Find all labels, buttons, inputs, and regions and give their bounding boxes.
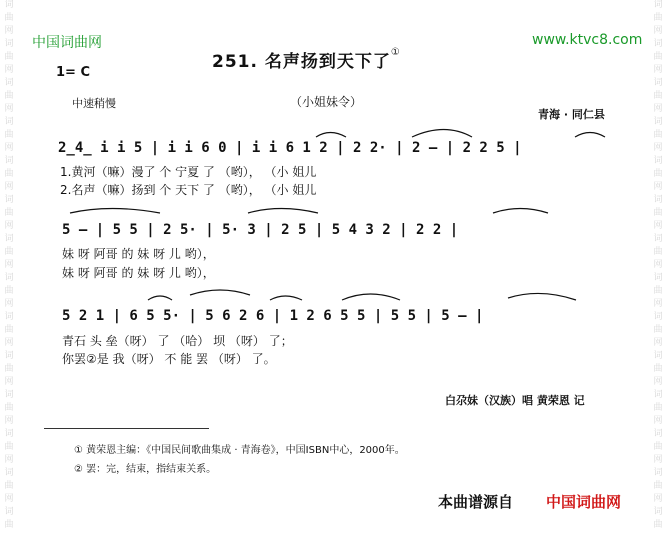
watermark-char: 曲 <box>4 325 14 335</box>
slur <box>508 293 576 300</box>
watermark-char: 网 <box>4 143 14 153</box>
watermark-char: 词 <box>653 468 663 478</box>
watermark-char: 曲 <box>4 208 14 218</box>
watermark-char: 网 <box>4 65 14 75</box>
watermark-char: 网 <box>4 299 14 309</box>
slur <box>148 296 172 300</box>
slur <box>316 133 346 138</box>
score-line-1-lyrics-verse-2: 2.名声（嘛）扬到 个 天下 了 （哟）， （小 姐儿 <box>60 183 317 197</box>
watermark-char: 词 <box>653 312 663 322</box>
performer-credit: 白尕妹（汉族）唱 黄荣恩 记 <box>445 394 585 407</box>
slur <box>70 209 160 214</box>
footnote-divider <box>44 428 209 429</box>
watermark-char: 曲 <box>4 520 14 530</box>
watermark-char: 曲 <box>653 286 663 296</box>
watermark-char: 网 <box>653 104 663 114</box>
slur <box>190 290 250 295</box>
watermark-char: 词 <box>4 390 14 400</box>
watermark-char: 网 <box>653 377 663 387</box>
watermark-char: 网 <box>4 494 14 504</box>
watermark-char: 网 <box>653 299 663 309</box>
watermark-char: 词 <box>4 117 14 127</box>
score-line-1-lyrics-verse-1: 1.黄河（嘛）漫了 个 宁夏 了 （哟）， （小 姐儿 <box>60 165 317 179</box>
watermark-char: 网 <box>4 104 14 114</box>
watermark-char: 曲 <box>4 247 14 257</box>
watermark-char: 网 <box>653 338 663 348</box>
watermark-char: 词 <box>4 195 14 205</box>
slur <box>575 133 605 138</box>
score-line-3-notes: 5 2 1 | 6 5 5· | 5 6 2 6 | 1 2 6 5 5 | 5 5 | 5 — | <box>62 308 484 324</box>
watermark-char: 网 <box>653 416 663 426</box>
score-line-3-lyrics-verse-1: 青石 头 垒（呀） 了 （哈） 坝 （呀） 了； <box>62 334 293 348</box>
watermark-char: 词 <box>4 78 14 88</box>
watermark-char: 网 <box>653 494 663 504</box>
site-url-right[interactable]: www.ktvc8.com <box>532 32 643 48</box>
score-line-2-notes: 5 — | 5 5 | 2 5· | 5· 3 | 2 5 | 5 4 3 2 | 2 2 | <box>62 222 459 238</box>
watermark-char: 词 <box>653 507 663 517</box>
watermark-char: 网 <box>4 26 14 36</box>
watermark-char: 曲 <box>4 403 14 413</box>
watermark-char: 曲 <box>653 91 663 101</box>
watermark-char: 网 <box>4 338 14 348</box>
watermark-char: 词 <box>4 351 14 361</box>
site-name-left[interactable]: 中国词曲网 <box>32 35 102 51</box>
watermark-char: 曲 <box>4 364 14 374</box>
watermark-char: 网 <box>653 455 663 465</box>
watermark-char: 网 <box>653 26 663 36</box>
watermark-char: 词 <box>4 312 14 322</box>
watermark-char: 词 <box>653 390 663 400</box>
slur <box>342 294 400 300</box>
watermark-char: 曲 <box>653 52 663 62</box>
footnote-1: ① 黄荣恩主编：《中国民间歌曲集成 · 青海卷》，中国ISBN中心，2000年。 <box>74 445 405 456</box>
watermark-char: 曲 <box>653 403 663 413</box>
song-region: 青海 · 同仁县 <box>538 108 605 121</box>
watermark-char: 网 <box>653 65 663 75</box>
watermark-char: 曲 <box>653 208 663 218</box>
watermark-char: 曲 <box>4 442 14 452</box>
watermark-char: 词 <box>653 429 663 439</box>
watermark-char: 网 <box>4 416 14 426</box>
score-line-2-lyrics-verse-1: 妹 呀 阿哥 的 妹 呀 儿 哟）， <box>62 247 215 261</box>
watermark-char: 词 <box>653 234 663 244</box>
watermark-char: 曲 <box>653 13 663 23</box>
watermark-char: 曲 <box>653 442 663 452</box>
watermark-char: 词 <box>653 0 663 10</box>
watermark-char: 网 <box>4 260 14 270</box>
song-title-text: 251. 名声扬到天下了 <box>212 52 391 72</box>
watermark-char: 词 <box>653 39 663 49</box>
watermark-char: 曲 <box>653 130 663 140</box>
watermark-char: 曲 <box>653 481 663 491</box>
source-site-link[interactable]: 中国词曲网 <box>546 493 622 511</box>
key-signature: 1= C <box>56 65 91 80</box>
watermark-char: 词 <box>653 156 663 166</box>
watermark-char: 曲 <box>653 520 663 530</box>
watermark-char: 网 <box>653 221 663 231</box>
watermark-char: 词 <box>4 234 14 244</box>
score-line-1-notes: 2̲4̲ i i 5 | i i 6 0 | i i 6 1 2 | 2 2· | 2 — | 2 2 5 | <box>58 140 522 156</box>
watermark-char: 词 <box>4 39 14 49</box>
watermark-char: 网 <box>653 143 663 153</box>
watermark-char: 词 <box>4 429 14 439</box>
tempo-marking: 中速稍慢 <box>72 97 116 110</box>
watermark-char: 曲 <box>4 13 14 23</box>
watermark-char: 曲 <box>4 481 14 491</box>
watermark-char: 词 <box>4 507 14 517</box>
watermark-char: 词 <box>653 117 663 127</box>
watermark-char: 词 <box>653 351 663 361</box>
watermark-char: 曲 <box>4 91 14 101</box>
watermark-char: 词 <box>4 0 14 10</box>
slur <box>248 209 318 214</box>
watermark-char: 词 <box>653 273 663 283</box>
watermark-char: 词 <box>4 468 14 478</box>
watermark-char: 词 <box>653 78 663 88</box>
footnote-2: ② 罢：完，结束，指结束关系。 <box>74 464 217 475</box>
watermark-char: 曲 <box>653 364 663 374</box>
score-line-2-lyrics-verse-2: 妹 呀 阿哥 的 妹 呀 儿 哟）， <box>62 266 215 280</box>
song-subtitle: （小姐妹令） <box>290 95 363 109</box>
source-label: 本曲谱源自 <box>438 493 514 511</box>
watermark-char: 曲 <box>653 247 663 257</box>
watermark-char: 曲 <box>653 325 663 335</box>
title-footnote-mark: ① <box>390 47 401 58</box>
slur <box>412 130 472 138</box>
watermark-char: 网 <box>4 455 14 465</box>
watermark-char: 网 <box>4 221 14 231</box>
watermark-char: 词 <box>4 156 14 166</box>
watermark-char: 曲 <box>4 169 14 179</box>
watermark-char: 词 <box>653 195 663 205</box>
watermark-char: 曲 <box>653 169 663 179</box>
watermark-char: 网 <box>653 260 663 270</box>
watermark-char: 网 <box>653 182 663 192</box>
watermark-char: 词 <box>4 273 14 283</box>
score-line-3-lyrics-verse-2: 你罢②是 我（呀） 不 能 罢 （呀） 了。 <box>62 352 276 366</box>
watermark-char: 网 <box>4 182 14 192</box>
watermark-char: 网 <box>4 377 14 387</box>
slur <box>493 209 548 214</box>
watermark-char: 曲 <box>4 130 14 140</box>
watermark-char: 曲 <box>4 286 14 296</box>
watermark-char: 曲 <box>4 52 14 62</box>
slur <box>270 296 302 300</box>
